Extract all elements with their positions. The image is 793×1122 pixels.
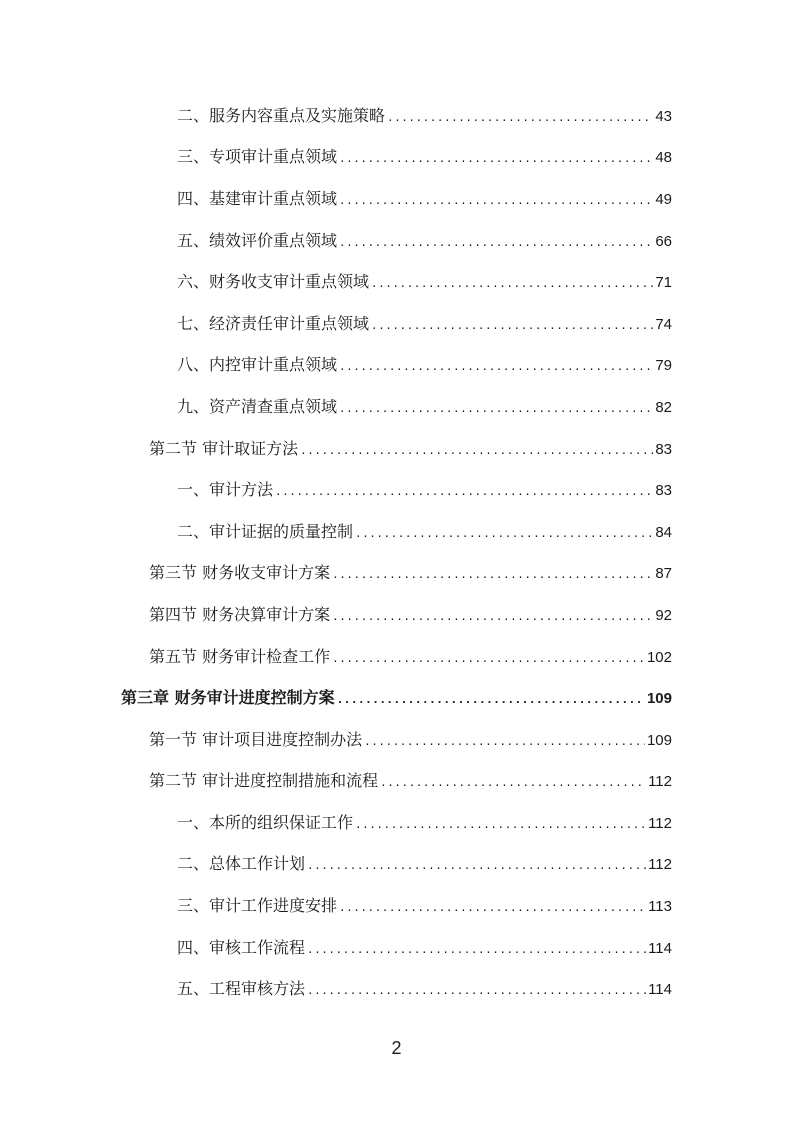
toc-entry-title: 八、内控审计重点领域: [177, 355, 338, 375]
toc-entry[interactable]: [0, 470, 793, 512]
dot-leader: [339, 149, 653, 169]
toc-entry[interactable]: [0, 762, 793, 804]
toc-entry-title: 二、总体工作计划: [177, 854, 306, 874]
toc-entry[interactable]: [0, 803, 793, 845]
toc-entry-title: 第三节 财务收支审计方案: [149, 563, 331, 583]
toc-entry-page: 82: [655, 398, 672, 416]
toc-entry-page: 43: [655, 107, 672, 125]
toc-entry-page: 112: [648, 773, 672, 791]
toc-entry-title: 七、经济责任审计重点领域: [177, 313, 370, 333]
dot-leader: [364, 732, 645, 752]
toc-entry-title: 第三章 财务审计进度控制方案: [121, 688, 335, 708]
toc-entry-title: 第五节 财务审计检查工作: [149, 646, 331, 666]
toc-entry[interactable]: [0, 845, 793, 887]
toc-entry-page: 71: [655, 274, 672, 292]
toc-entry-page: 112: [648, 856, 672, 874]
toc-entry-title: 第一节 审计项目进度控制办法: [149, 729, 363, 749]
toc-entry-title: 三、审计工作进度安排: [177, 896, 338, 916]
toc-entry-title: 二、审计证据的质量控制: [177, 521, 354, 541]
toc-entry-page: 113: [648, 898, 672, 916]
dot-leader: [371, 316, 653, 336]
toc-entry-page: 74: [655, 315, 672, 333]
toc-entry-title: 一、本所的组织保证工作: [177, 812, 354, 832]
dot-leader: [332, 649, 645, 669]
toc-entry-title: 第四节 财务决算审计方案: [149, 604, 331, 624]
toc-entry-title: 四、基建审计重点领域: [177, 188, 338, 208]
dot-leader: [339, 191, 653, 211]
toc-entry-title: 第二节 审计取证方法: [149, 438, 299, 458]
dot-leader: [332, 607, 653, 627]
dot-leader: [380, 773, 646, 793]
dot-leader: [300, 441, 653, 461]
toc-entry-title: 二、服务内容重点及实施策略: [177, 105, 386, 125]
toc-entry[interactable]: [0, 387, 793, 429]
toc-entry[interactable]: [0, 96, 793, 138]
dot-leader: [339, 357, 653, 377]
toc-entry-page: 109: [646, 731, 672, 749]
toc-entry[interactable]: [0, 221, 793, 263]
dot-leader: [275, 482, 653, 502]
dot-leader: [307, 856, 646, 876]
dot-leader: [339, 233, 653, 253]
toc-entry-title: 四、审核工作流程: [177, 937, 306, 957]
toc-entry-page: 114: [648, 939, 672, 957]
table-of-contents: [0, 96, 793, 1011]
toc-entry-page: 84: [655, 523, 672, 541]
toc-entry-page: 49: [655, 190, 672, 208]
toc-entry[interactable]: [0, 346, 793, 388]
toc-entry-page: 92: [655, 606, 672, 624]
toc-entry-title: 九、资产清查重点领域: [177, 396, 338, 416]
toc-entry[interactable]: [0, 429, 793, 471]
toc-entry[interactable]: [0, 969, 793, 1011]
toc-entry-page: 87: [655, 565, 672, 583]
dot-leader: [355, 524, 653, 544]
toc-entry-page: 112: [648, 814, 672, 832]
dot-leader: [371, 274, 653, 294]
page-number: 2: [391, 1038, 402, 1058]
dot-leader: [307, 940, 646, 960]
toc-entry[interactable]: [0, 928, 793, 970]
toc-entry[interactable]: [0, 554, 793, 596]
toc-entry-title: 五、工程审核方法: [177, 979, 306, 999]
dot-leader: [307, 981, 646, 1001]
dot-leader: [355, 815, 646, 835]
toc-entry-page: 79: [655, 357, 672, 375]
toc-entry[interactable]: [0, 595, 793, 637]
toc-entry-title: 六、财务收支审计重点领域: [177, 272, 370, 292]
toc-entry[interactable]: [0, 720, 793, 762]
dot-leader: [337, 690, 645, 710]
toc-entry-title: 一、审计方法: [177, 480, 274, 500]
dot-leader: [339, 399, 653, 419]
toc-entry[interactable]: [0, 637, 793, 679]
toc-entry[interactable]: [0, 304, 793, 346]
toc-entry[interactable]: [0, 262, 793, 304]
toc-entry-page: 66: [655, 232, 672, 250]
toc-entry[interactable]: [0, 678, 793, 720]
dot-leader: [332, 565, 653, 585]
toc-entry[interactable]: [0, 886, 793, 928]
toc-entry-page: 109: [646, 690, 672, 708]
toc-entry-page: 114: [648, 981, 672, 999]
toc-entry-title: 三、专项审计重点领域: [177, 147, 338, 167]
toc-entry-page: 48: [655, 149, 672, 167]
toc-entry[interactable]: [0, 512, 793, 554]
dot-leader: [339, 898, 646, 918]
toc-entry-page: 83: [655, 440, 672, 458]
toc-entry[interactable]: [0, 179, 793, 221]
toc-entry[interactable]: [0, 138, 793, 180]
dot-leader: [387, 108, 653, 128]
toc-entry-title: 第二节 审计进度控制措施和流程: [149, 771, 379, 791]
toc-entry-page: 83: [655, 482, 672, 500]
toc-entry-page: 102: [646, 648, 672, 666]
toc-entry-title: 五、绩效评价重点领域: [177, 230, 338, 250]
